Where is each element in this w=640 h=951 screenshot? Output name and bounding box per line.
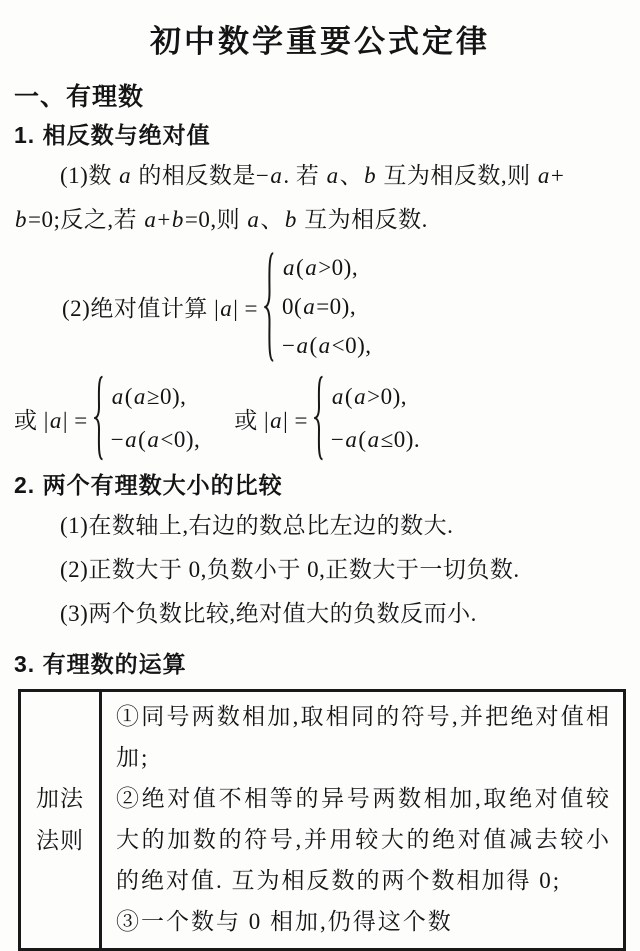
subsection-heading-comparison: 2. 两个有理数大小的比较 — [14, 472, 283, 498]
list-item: (3)两个负数比较,绝对值大的负数反而小. — [60, 601, 477, 626]
alt-formula-2 — [234, 375, 420, 461]
formula-cases — [282, 248, 372, 365]
table-row — [20, 691, 625, 950]
formula-label: 或 |a| = — [234, 407, 308, 433]
row-header-line: 法则 — [36, 828, 84, 853]
formula-label: 或 |a| = — [14, 407, 88, 433]
formula-case: a(a≥0), — [111, 384, 187, 409]
formula-case: 0(a=0), — [282, 294, 357, 319]
list-item: (2)正数大于 0,负数小于 0,正数大于一切负数. — [60, 557, 520, 582]
left-brace-icon — [92, 375, 106, 461]
paragraph-line: (1)数 a 的相反数是−a. 若 a、b 互为相反数,则 a+ — [60, 163, 565, 188]
absolute-value-formula — [62, 248, 626, 365]
table-row-header-addition-rule — [20, 691, 101, 950]
formula-case: −a(a≤0). — [330, 427, 421, 452]
left-brace-icon — [262, 251, 277, 363]
formula-label: (2)绝对值计算 |a| = — [62, 296, 259, 321]
paragraph-line: b=0;反之,若 a+b=0,则 a、b 互为相反数. — [15, 207, 428, 232]
formula-cases — [111, 375, 201, 461]
row-header-line: 加法 — [36, 786, 84, 811]
list-item: (1)在数轴上,右边的数总比左边的数大. — [60, 513, 454, 538]
subsection-heading-opposites-and-absolute-value: 1. 相反数与绝对值 — [14, 122, 211, 148]
absolute-value-alternative-formulas — [14, 375, 626, 461]
addition-rules-table — [18, 689, 626, 951]
section-heading-rational-numbers: 一、有理数 — [14, 83, 145, 111]
formula-case: −a(a<0), — [282, 333, 372, 358]
page-title: 初中数学重要公式定律 — [150, 24, 490, 59]
comparison-rules-list — [14, 504, 626, 636]
alt-formula-1 — [14, 375, 200, 461]
rule-item: ①同号两数相加,取相同的符号,并把绝对值相加; — [116, 704, 611, 770]
table-cell-addition-rules — [101, 691, 625, 950]
rule-item: ③一个数与 0 相加,仍得这个数 — [116, 909, 453, 934]
subsection-heading-operations: 3. 有理数的运算 — [14, 651, 187, 677]
formula-case: −a(a<0), — [110, 427, 201, 452]
formula-case: a(a>0), — [331, 384, 407, 409]
formula-case: a(a>0), — [283, 255, 359, 280]
rule-item: ②绝对值不相等的异号两数相加,取绝对值较大的加数的符号,并用较大的绝对值减去较小的绝对值. 互为相反数的两个数相加得 0; — [116, 786, 611, 893]
left-brace-icon — [312, 375, 326, 461]
paragraph-opposite-numbers — [14, 154, 626, 242]
formula-cases — [331, 375, 420, 461]
